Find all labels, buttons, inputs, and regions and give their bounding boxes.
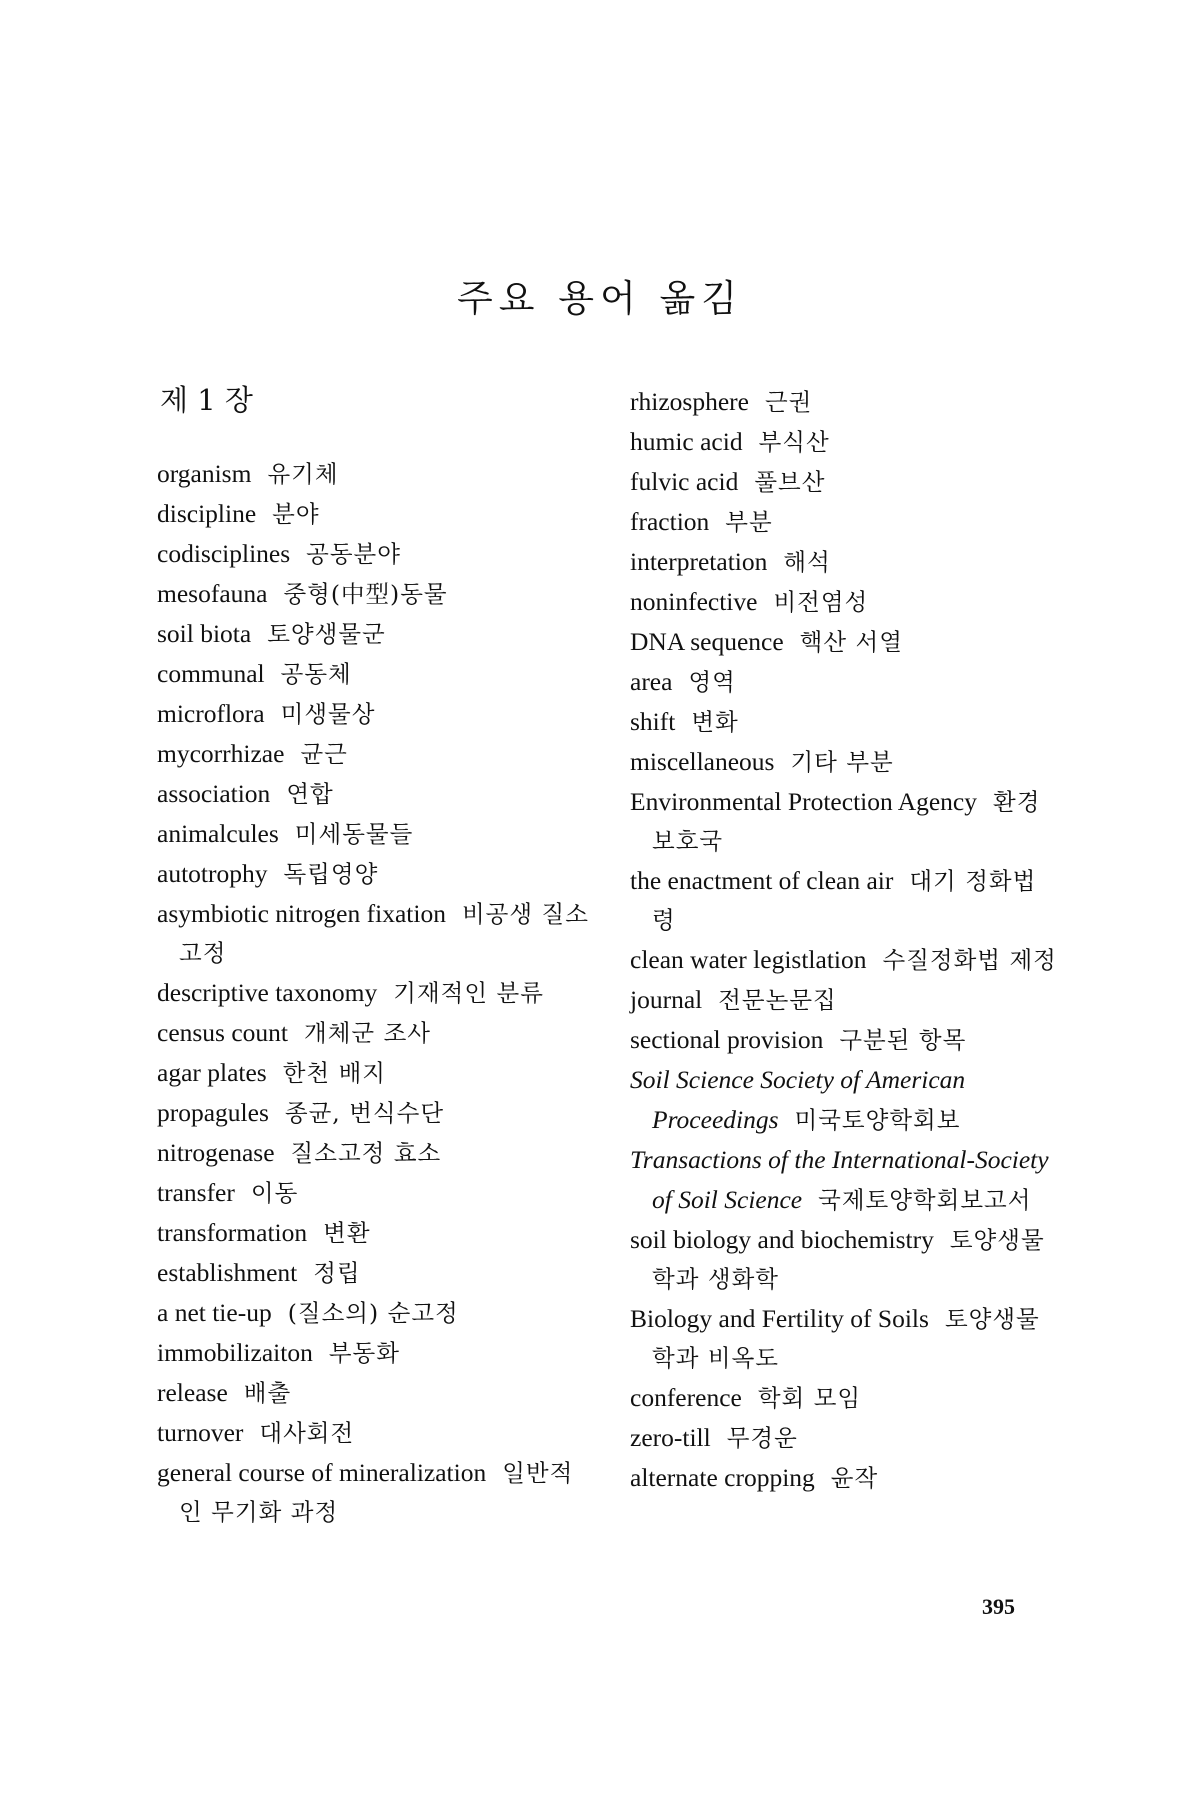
glossary-entry [157, 1093, 589, 1133]
glossary-entry [630, 662, 1060, 702]
glossary-entry [630, 1220, 1060, 1299]
korean-translation: 근권 [764, 388, 813, 416]
english-term: asymbiotic nitrogen fixation [157, 899, 446, 928]
english-term: Biology and Fertility of Soils [630, 1304, 929, 1333]
glossary-entry [630, 502, 1060, 542]
korean-translation: 배출 [243, 1379, 292, 1407]
english-term: immobilizaiton [157, 1338, 313, 1367]
glossary-entry [630, 782, 1060, 861]
english-term: Transactions of the International-Society of Soil Science [630, 1145, 1049, 1214]
glossary-entry [157, 1213, 589, 1253]
glossary-entry [157, 973, 589, 1013]
korean-translation: 수질정화법 제정 [882, 946, 1057, 974]
english-term: rhizosphere [630, 387, 749, 416]
glossary-entry [630, 542, 1060, 582]
english-term: codisciplines [157, 539, 291, 568]
glossary-entry [630, 1299, 1060, 1378]
korean-translation: 한천 배지 [282, 1059, 387, 1087]
english-term: noninfective [630, 587, 758, 616]
glossary-entry [157, 1373, 589, 1413]
korean-translation: 변화 [691, 708, 739, 736]
english-term: mycorrhizae [157, 739, 285, 768]
korean-translation: 유기체 [267, 460, 339, 488]
english-term: interpretation [630, 547, 768, 576]
korean-translation: 무경운 [726, 1424, 798, 1452]
english-term: establishment [157, 1258, 298, 1287]
english-term: communal [157, 659, 265, 688]
glossary-entry [157, 854, 589, 894]
english-term: soil biota [157, 619, 252, 648]
korean-translation: 독립영양 [283, 860, 379, 888]
glossary-entry [157, 1333, 589, 1373]
english-term: clean water legistlation [630, 945, 867, 974]
korean-translation: 변환 [323, 1219, 371, 1247]
page-title: 주요 용어 옮김 [457, 277, 743, 320]
korean-translation: 토양생물학과 생화학 [652, 1226, 1045, 1293]
korean-translation: 분야 [272, 500, 320, 528]
english-term: mesofauna [157, 579, 268, 608]
korean-translation: 이동 [250, 1179, 299, 1207]
glossary-entry [157, 534, 589, 574]
english-term: autotrophy [157, 859, 268, 888]
korean-translation: 핵산 서열 [799, 628, 903, 656]
korean-translation: 중형(中型)동물 [283, 580, 448, 608]
english-term: miscellaneous [630, 747, 775, 776]
english-term: area [630, 667, 673, 696]
glossary-entry [630, 742, 1060, 782]
glossary-entry [630, 1020, 1060, 1060]
english-term: a net tie-up [157, 1298, 272, 1327]
glossary-entry [157, 574, 589, 614]
chapter-heading: 제 1 장 [160, 383, 253, 417]
korean-translation: 종균, 번식수단 [284, 1099, 445, 1127]
korean-translation: 영역 [688, 668, 736, 696]
english-term: discipline [157, 499, 257, 528]
english-term: organism [157, 459, 252, 488]
glossary-entry [630, 462, 1060, 502]
glossary-entry [630, 622, 1060, 662]
glossary-entry [157, 894, 589, 973]
glossary-entry [630, 980, 1060, 1020]
english-term: Environmental Protection Agency [630, 787, 978, 816]
english-term: conference [630, 1383, 742, 1412]
korean-translation: 전문논문집 [718, 986, 837, 1014]
glossary-entry [157, 694, 589, 734]
english-term: propagules [157, 1098, 269, 1127]
english-term: fulvic acid [630, 467, 739, 496]
glossary-entry [630, 1418, 1060, 1458]
korean-translation: 대기 정화법령 [652, 867, 1037, 934]
glossary-entry [630, 1060, 1060, 1140]
glossary-entry [157, 1133, 589, 1173]
english-term: release [157, 1378, 228, 1407]
glossary-entry [630, 940, 1060, 980]
korean-translation: 구분된 항목 [839, 1026, 967, 1054]
english-term: descriptive taxonomy [157, 978, 378, 1007]
english-term: animalcules [157, 819, 279, 848]
korean-translation: 미세동물들 [294, 820, 414, 848]
korean-translation: 토양생물학과 비옥도 [652, 1305, 1040, 1372]
english-term: turnover [157, 1418, 244, 1447]
glossary-entry [157, 1173, 589, 1213]
korean-translation: 정립 [313, 1259, 361, 1287]
glossary-entry [630, 1140, 1060, 1220]
english-term: microflora [157, 699, 265, 728]
korean-translation: 풀브산 [754, 468, 826, 496]
glossary-entry [157, 1013, 589, 1053]
glossary-entry [157, 734, 589, 774]
english-term: nitrogenase [157, 1138, 275, 1167]
english-term: zero-till [630, 1423, 711, 1452]
glossary-entry [157, 614, 589, 654]
glossary-entry [157, 1453, 589, 1532]
korean-translation: 일반적인 무기화 과정 [179, 1459, 574, 1526]
korean-translation: (질소의) 순고정 [287, 1299, 459, 1327]
korean-translation: 미생물상 [280, 700, 376, 728]
korean-translation: 윤작 [830, 1464, 879, 1492]
glossary-entry [157, 1413, 589, 1453]
glossary-entry [157, 494, 589, 534]
korean-translation: 대사회전 [259, 1419, 355, 1447]
glossary-entry [630, 702, 1060, 742]
korean-translation: 국제토양학회보고서 [818, 1186, 1032, 1214]
korean-translation: 해석 [783, 548, 831, 576]
glossary-entry [630, 1458, 1060, 1498]
korean-translation: 균근 [300, 740, 348, 768]
korean-translation: 질소고정 효소 [290, 1139, 442, 1167]
glossary-entry [630, 582, 1060, 622]
glossary-entry [157, 654, 589, 694]
korean-translation: 부식산 [758, 428, 830, 456]
korean-translation: 공동체 [280, 660, 352, 688]
glossary-entry [630, 1378, 1060, 1418]
glossary-entry [157, 1253, 589, 1293]
korean-translation: 개체군 조사 [304, 1019, 431, 1047]
glossary-entry [630, 422, 1060, 462]
english-term: association [157, 779, 271, 808]
english-term: journal [630, 985, 703, 1014]
english-term: census count [157, 1018, 289, 1047]
english-term: humic acid [630, 427, 743, 456]
korean-translation: 기재적인 분류 [393, 979, 544, 1007]
korean-translation: 미국토양학회보 [794, 1106, 961, 1134]
korean-translation: 공동분야 [306, 540, 401, 568]
korean-translation: 부분 [725, 508, 773, 536]
english-term: fraction [630, 507, 710, 536]
english-term: agar plates [157, 1058, 267, 1087]
english-term: sectional provision [630, 1025, 824, 1054]
english-term: transformation [157, 1218, 308, 1247]
korean-translation: 부동화 [328, 1339, 400, 1367]
korean-translation: 비전염성 [773, 588, 869, 616]
english-term: alternate cropping [630, 1463, 815, 1492]
korean-translation: 환경보호국 [652, 788, 1041, 855]
english-term: the enactment of clean air [630, 866, 894, 895]
glossary-entry [157, 1293, 589, 1333]
korean-translation: 비공생 질소고정 [179, 900, 589, 967]
english-term: shift [630, 707, 676, 736]
left-glossary-column [157, 454, 589, 1532]
glossary-entry [157, 454, 589, 494]
page-number: 395 [982, 1594, 1015, 1619]
korean-translation: 연합 [286, 780, 334, 808]
right-glossary-column [630, 382, 1060, 1498]
glossary-entry [157, 1053, 589, 1093]
korean-translation: 토양생물군 [267, 620, 386, 648]
english-term: general course of mineralization [157, 1458, 487, 1487]
english-term: transfer [157, 1178, 235, 1207]
glossary-entry [157, 814, 589, 854]
english-term: Soil Science Society of American Proceedings [630, 1065, 966, 1134]
glossary-entry [157, 774, 589, 814]
korean-translation: 기타 부분 [790, 748, 894, 776]
english-term: soil biology and biochemistry [630, 1225, 934, 1254]
glossary-entry [630, 382, 1060, 422]
glossary-entry [630, 861, 1060, 940]
korean-translation: 학회 모임 [757, 1384, 862, 1412]
english-term: DNA sequence [630, 627, 784, 656]
